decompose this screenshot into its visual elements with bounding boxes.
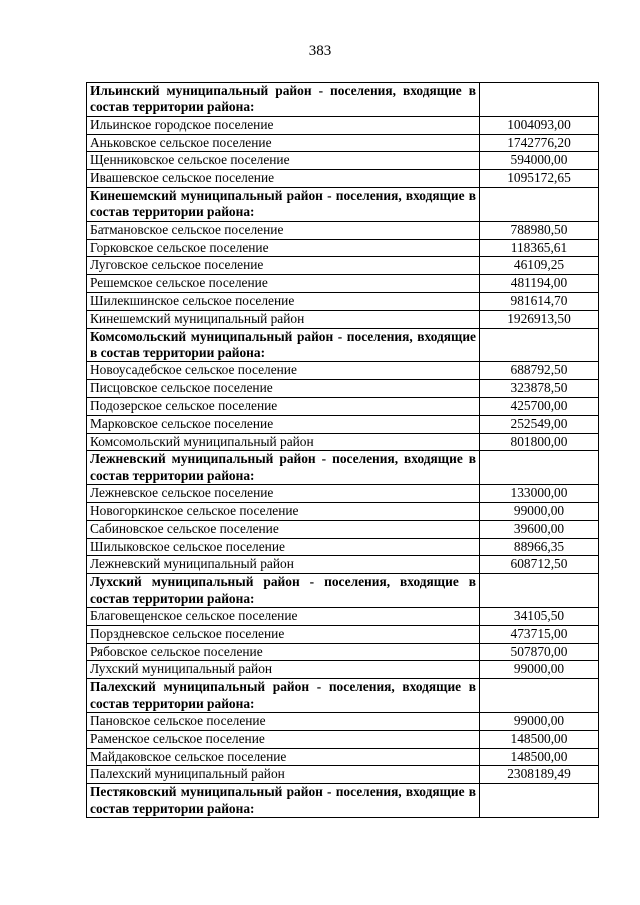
district-header-row xyxy=(87,679,599,713)
amount-cell: 788980,50 xyxy=(480,221,599,239)
settlement-name-cell: Подозерское сельское поселение xyxy=(87,398,480,416)
amount-cell xyxy=(480,188,599,222)
amount-cell: 118365,61 xyxy=(480,239,599,257)
settlement-name-cell: Решемское сельское поселение xyxy=(87,275,480,293)
table-row xyxy=(87,380,599,398)
district-header-cell: Ильинский муниципальный район - поселения, входящие в состав территории района: xyxy=(87,83,480,117)
table-row xyxy=(87,415,599,433)
amount-cell: 88966,35 xyxy=(480,538,599,556)
table-row xyxy=(87,221,599,239)
district-header-row xyxy=(87,574,599,608)
table-row xyxy=(87,293,599,311)
district-header-cell: Комсомольский муниципальный район - поселения, входящие в состав территории района: xyxy=(87,328,480,362)
settlement-name-cell: Сабиновское сельское поселение xyxy=(87,520,480,538)
amount-cell: 425700,00 xyxy=(480,398,599,416)
settlement-name-cell: Ильинское городское поселение xyxy=(87,116,480,134)
amount-cell: 99000,00 xyxy=(480,503,599,521)
settlement-name-cell: Щенниковское сельское поселение xyxy=(87,152,480,170)
table-row xyxy=(87,520,599,538)
amount-cell: 1742776,20 xyxy=(480,134,599,152)
amount-cell: 481194,00 xyxy=(480,275,599,293)
amount-cell xyxy=(480,574,599,608)
settlement-name-cell: Писцовское сельское поселение xyxy=(87,380,480,398)
amount-cell: 1004093,00 xyxy=(480,116,599,134)
table-row xyxy=(87,503,599,521)
amount-cell: 981614,70 xyxy=(480,293,599,311)
table-row xyxy=(87,362,599,380)
page-number: 383 xyxy=(308,43,332,59)
settlement-name-cell: Благовещенское сельское поселение xyxy=(87,608,480,626)
settlement-name-cell: Марковское сельское поселение xyxy=(87,415,480,433)
amount-cell: 34105,50 xyxy=(480,608,599,626)
amount-cell: 1926913,50 xyxy=(480,310,599,328)
table-body xyxy=(87,83,599,818)
table-row xyxy=(87,275,599,293)
settlement-name-cell: Луговское сельское поселение xyxy=(87,257,480,275)
table-row xyxy=(87,748,599,766)
settlement-name-cell: Кинешемский муниципальный район xyxy=(87,310,480,328)
amount-cell: 594000,00 xyxy=(480,152,599,170)
settlement-name-cell: Порздневское сельское поселение xyxy=(87,625,480,643)
settlement-name-cell: Лежневское сельское поселение xyxy=(87,485,480,503)
amount-cell: 323878,50 xyxy=(480,380,599,398)
settlement-name-cell: Шилекшинское сельское поселение xyxy=(87,293,480,311)
table-row xyxy=(87,538,599,556)
table-row xyxy=(87,310,599,328)
district-header-row xyxy=(87,83,599,117)
table-row xyxy=(87,766,599,784)
settlement-name-cell: Горковское сельское поселение xyxy=(87,239,480,257)
table-row xyxy=(87,170,599,188)
amount-cell xyxy=(480,679,599,713)
settlement-name-cell: Батмановское сельское поселение xyxy=(87,221,480,239)
amount-cell: 1095172,65 xyxy=(480,170,599,188)
settlement-name-cell: Новогоркинское сельское поселение xyxy=(87,503,480,521)
settlement-name-cell: Комсомольский муниципальный район xyxy=(87,433,480,451)
district-header-row xyxy=(87,188,599,222)
district-header-row xyxy=(87,328,599,362)
district-header-cell: Лухский муниципальный район - поселения, входящие в состав территории района: xyxy=(87,574,480,608)
amount-cell: 148500,00 xyxy=(480,748,599,766)
amount-cell: 608712,50 xyxy=(480,556,599,574)
amount-cell: 39600,00 xyxy=(480,520,599,538)
settlement-name-cell: Рябовское сельское поселение xyxy=(87,643,480,661)
table-row xyxy=(87,643,599,661)
settlement-name-cell: Пановское сельское поселение xyxy=(87,713,480,731)
amount-cell: 507870,00 xyxy=(480,643,599,661)
table-row xyxy=(87,398,599,416)
table-row xyxy=(87,134,599,152)
amount-cell: 99000,00 xyxy=(480,713,599,731)
table-row xyxy=(87,556,599,574)
district-header-row xyxy=(87,451,599,485)
district-header-cell: Палехский муниципальный район - поселения, входящие в состав территории района: xyxy=(87,679,480,713)
district-header-row xyxy=(87,784,599,818)
settlement-name-cell: Лухский муниципальный район xyxy=(87,661,480,679)
district-header-cell: Пестяковский муниципальный район - поселения, входящие в состав территории района: xyxy=(87,784,480,818)
settlement-name-cell: Новоусадебское сельское поселение xyxy=(87,362,480,380)
settlement-name-cell: Палехский муниципальный район xyxy=(87,766,480,784)
table-row xyxy=(87,433,599,451)
settlement-name-cell: Лежневский муниципальный район xyxy=(87,556,480,574)
amount-cell xyxy=(480,83,599,117)
amount-cell: 99000,00 xyxy=(480,661,599,679)
table-row xyxy=(87,713,599,731)
table-row xyxy=(87,608,599,626)
table-row xyxy=(87,730,599,748)
settlement-name-cell: Шилыковское сельское поселение xyxy=(87,538,480,556)
allocation-table xyxy=(86,82,599,818)
table-row xyxy=(87,257,599,275)
amount-cell: 473715,00 xyxy=(480,625,599,643)
table-row xyxy=(87,661,599,679)
settlement-name-cell: Майдаковское сельское поселение xyxy=(87,748,480,766)
table-row xyxy=(87,152,599,170)
amount-cell: 688792,50 xyxy=(480,362,599,380)
amount-cell: 46109,25 xyxy=(480,257,599,275)
settlement-name-cell: Ивашевское сельское поселение xyxy=(87,170,480,188)
table-row xyxy=(87,485,599,503)
table-row xyxy=(87,116,599,134)
amount-cell: 801800,00 xyxy=(480,433,599,451)
table-row xyxy=(87,625,599,643)
amount-cell: 252549,00 xyxy=(480,415,599,433)
amount-cell xyxy=(480,451,599,485)
settlement-name-cell: Раменское сельское поселение xyxy=(87,730,480,748)
settlement-name-cell: Аньковское сельское поселение xyxy=(87,134,480,152)
amount-cell: 148500,00 xyxy=(480,730,599,748)
amount-cell: 2308189,49 xyxy=(480,766,599,784)
amount-cell: 133000,00 xyxy=(480,485,599,503)
district-header-cell: Лежневский муниципальный район - поселения, входящие в состав территории района: xyxy=(87,451,480,485)
amount-cell xyxy=(480,784,599,818)
table-row xyxy=(87,239,599,257)
district-header-cell: Кинешемский муниципальный район - поселения, входящие в состав территории района: xyxy=(87,188,480,222)
amount-cell xyxy=(480,328,599,362)
